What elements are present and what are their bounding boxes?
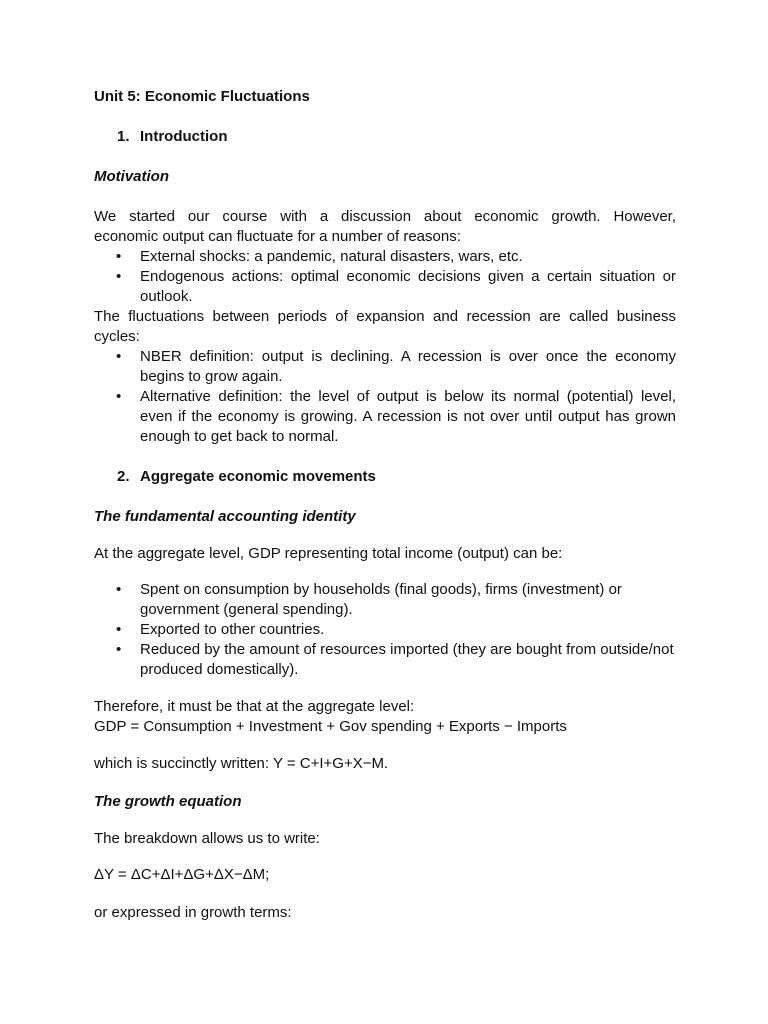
bullet-marker: • bbox=[116, 268, 122, 285]
bullet-marker: • bbox=[116, 348, 122, 365]
section-2-heading: Aggregate economic movements bbox=[140, 468, 376, 485]
motivation-paragraph-line-1: We started our course with a discussion about economic growth. However, bbox=[94, 208, 676, 225]
bullet-nber-definition: NBER definition: output is declining. A recession is over once the economy begins to grow again. bbox=[140, 348, 676, 385]
succinct-equation-text: which is succinctly written: Y = C+I+G+X−M. bbox=[94, 755, 389, 772]
growth-terms-text: or expressed in growth terms: bbox=[94, 904, 292, 921]
bullet-marker: • bbox=[116, 388, 122, 405]
breakdown-text: The breakdown allows us to write: bbox=[94, 830, 320, 847]
gdp-equation: GDP = Consumption + Investment + Gov spending + Exports − Imports bbox=[94, 718, 567, 735]
business-cycles-paragraph-line-2: cycles: bbox=[94, 328, 140, 345]
section-2-number: 2. bbox=[117, 468, 130, 485]
business-cycles-paragraph-line-1: The fluctuations between periods of expansion and recession are called business bbox=[94, 308, 676, 325]
motivation-paragraph-line-2: economic output can fluctuate for a number of reasons: bbox=[94, 228, 461, 245]
bullet-exported: Exported to other countries. bbox=[140, 621, 325, 638]
delta-equation: ΔY = ΔC+ΔI+ΔG+ΔX−ΔM; bbox=[94, 866, 270, 883]
bullet-marker: • bbox=[116, 581, 122, 598]
bullet-marker: • bbox=[116, 641, 122, 658]
bullet-marker: • bbox=[116, 248, 122, 265]
bullet-endogenous-actions: Endogenous actions: optimal economic decisions given a certain situation or outlook. bbox=[140, 268, 676, 305]
document-title: Unit 5: Economic Fluctuations bbox=[94, 88, 310, 105]
growth-equation-heading: The growth equation bbox=[94, 793, 242, 810]
bullet-spent-on-consumption: Spent on consumption by households (final goods), firms (investment) or government (general spending). bbox=[140, 581, 622, 618]
bullet-alternative-definition: Alternative definition: the level of output is below its normal (potential) level, even if the economy is growing. A recession is not over until output has grown enough to get back to normal. bbox=[140, 388, 676, 445]
bullet-marker: • bbox=[116, 621, 122, 638]
bullet-external-shocks: External shocks: a pandemic, natural disasters, wars, etc. bbox=[140, 248, 523, 265]
therefore-text: Therefore, it must be that at the aggregate level: bbox=[94, 698, 415, 715]
aggregate-intro-text: At the aggregate level, GDP representing total income (output) can be: bbox=[94, 545, 563, 562]
accounting-identity-heading: The fundamental accounting identity bbox=[94, 508, 356, 525]
section-1-number: 1. bbox=[117, 128, 130, 145]
bullet-reduced-by-imports: Reduced by the amount of resources imported (they are bought from outside/not produced domestically). bbox=[140, 641, 674, 678]
section-1-heading: Introduction bbox=[140, 128, 228, 145]
motivation-heading: Motivation bbox=[94, 168, 169, 185]
